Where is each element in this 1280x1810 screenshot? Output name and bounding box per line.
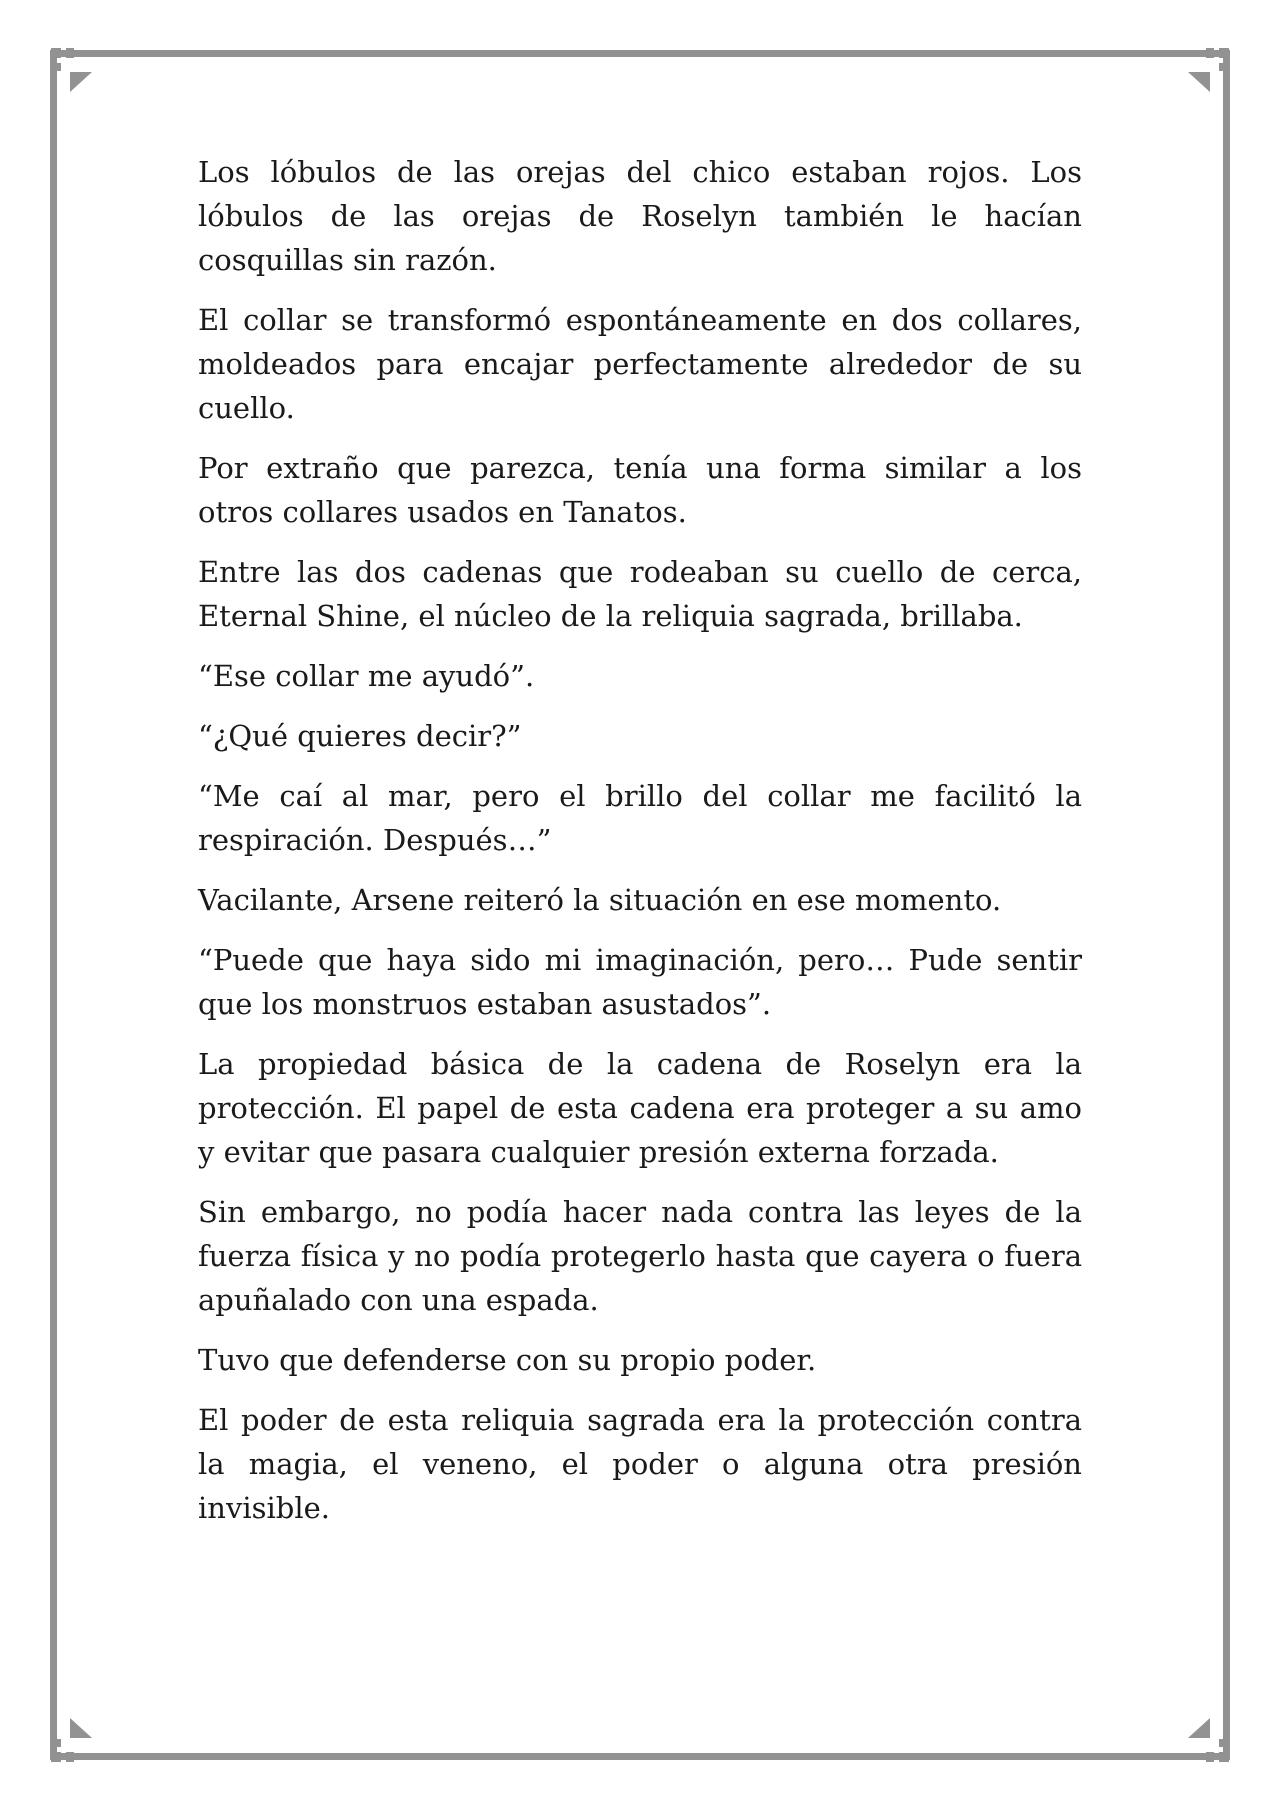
paragraph: Tuvo que defenderse con su propio poder. bbox=[198, 1343, 817, 1377]
paragraph: Sin embargo, no podía hacer nada contra las leyes de la fuerza física y no podía protegerlo hasta que cayera o fuera apuñalado con una espada. bbox=[198, 1195, 1082, 1317]
paragraph: Entre las dos cadenas que rodeaban su cuello de cerca, Eternal Shine, el núcleo de la reliquia sagrada, brillaba. bbox=[198, 555, 1082, 633]
corner-ornament-top-left bbox=[51, 48, 92, 92]
paragraph: Vacilante, Arsene reiteró la situación en ese momento. bbox=[198, 883, 1002, 917]
page-body-text bbox=[198, 150, 1082, 1546]
paragraph: Por extraño que parezca, tenía una forma similar a los otros collares usados en Tanatos. bbox=[198, 451, 1082, 529]
paragraph: La propiedad básica de la cadena de Roselyn era la protección. El papel de esta cadena era proteger a su amo y evitar que pasara cualquier presión externa forzada. bbox=[198, 1047, 1082, 1169]
dialogue-paragraph: “Me caí al mar, pero el brillo del collar me facilitó la respiración. Después…” bbox=[198, 779, 1082, 857]
paragraph: El collar se transformó espontáneamente en dos collares, moldeados para encajar perfectamente alrededor de su cuello. bbox=[198, 303, 1082, 425]
paragraph: El poder de esta reliquia sagrada era la protección contra la magia, el veneno, el poder o alguna otra presión invisible. bbox=[198, 1403, 1082, 1525]
corner-ornament-bottom-left bbox=[51, 1718, 92, 1762]
corner-ornament-top-right bbox=[1188, 48, 1229, 92]
dialogue-paragraph: “Ese collar me ayudó”. bbox=[198, 659, 535, 693]
dialogue-paragraph: “Puede que haya sido mi imaginación, pero… Pude sentir que los monstruos estaban asustados”. bbox=[198, 943, 1082, 1021]
paragraph: Los lóbulos de las orejas del chico estaban rojos. Los lóbulos de las orejas de Roselyn también le hacían cosquillas sin razón. bbox=[198, 155, 1082, 277]
dialogue-paragraph: “¿Qué quieres decir?” bbox=[198, 719, 522, 753]
corner-ornament-bottom-right bbox=[1188, 1718, 1229, 1762]
